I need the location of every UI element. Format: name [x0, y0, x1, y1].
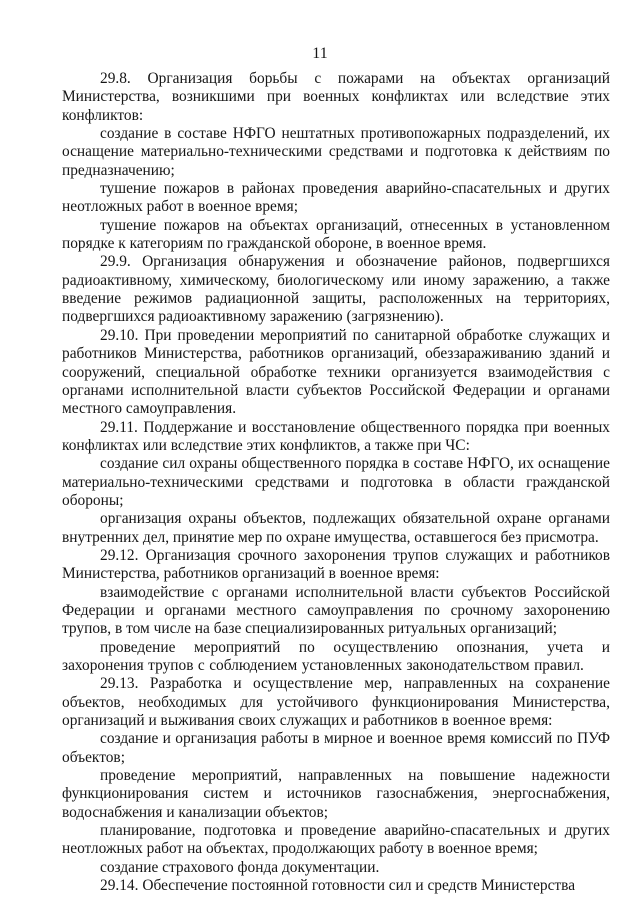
paragraph-commissions: создание и организация работы в мирное и военное время комиссий по ПУФ объектов;	[62, 730, 610, 766]
paragraph-insurance-fund: создание страхового фонда документации.	[100, 858, 380, 876]
paragraph-reliability: проведение мероприятий, направленных на повышение надежности функционирования систем и источников газоснабжения, энергоснабжения, водоснабжения и канализации объектов;	[62, 767, 610, 821]
paragraph-29-8: 29.8. Организация борьбы с пожарами на объектах организаций Министерства, возникшими при военных конфликтах или вследствие этих конфликтов:	[62, 70, 610, 124]
paragraph-burial-cooperation: взаимодействие с органами исполнительной власти субъектов Российской Федерации и органами местного самоуправления по срочному захоронению трупов, в том числе на базе специализированных ритуальных организаций;	[62, 583, 610, 638]
paragraph-fire-objects: тушение пожаров на объектах организаций, отнесенных в установленном порядке к категориям по гражданской обороне, в военное время.	[62, 216, 610, 253]
paragraph-fire-units: создание в составе НФГО нештатных противопожарных подразделений, их оснащение материально-техническими средствами и подготовка к действиям по предназначению;	[62, 125, 610, 179]
paragraph-29-10: 29.10. При проведении мероприятий по санитарной обработке служащих и работников Министерства, работников организаций, обеззараживанию зданий и сооружений, специальной обработке техники организуется взаимодействия с органами исполнительной власти субъектов Российской Федерации и органами местного самоуправления.	[62, 326, 610, 418]
document-body	[62, 70, 610, 895]
paragraph-29-9: 29.9. Организация обнаружения и обозначение районов, подвергшихся радиоактивному, химическому, биологическому или иному заражению, а также введение режимов радиационной защиты, расположенных на территориях, подвергшихся радиоактивному заражению (загрязнению).	[62, 253, 610, 326]
page-number: 11	[312, 45, 328, 62]
paragraph-29-13: 29.13. Разработка и осуществление мер, направленных на сохранение объектов, необходимых для устойчивого функционирования Министерства, организаций и выживания своих служащих и работников в военное время:	[62, 675, 610, 730]
paragraph-29-12: 29.12. Организация срочного захоронения трупов служащих и работников Министерства, работников организаций в военное время:	[62, 546, 610, 583]
paragraph-29-11: 29.11. Поддержание и восстановление общественного порядка при военных конфликтах или вследствие этих конфликтов, а также при ЧС:	[62, 418, 610, 454]
paragraph-29-14: 29.14. Обеспечение постоянной готовности сил и средств Министерства	[100, 877, 576, 895]
paragraph-object-guard: организация охраны объектов, подлежащих обязательной охране органами внутренних дел, принятие мер по охране имущества, оставшегося без присмотра.	[62, 510, 610, 546]
paragraph-emergency-work: планирование, подготовка и проведение аварийно-спасательных и других неотложных работ на объектах, продолжающих работу в военное время;	[62, 822, 610, 858]
paragraph-security-forces: создание сил охраны общественного порядка в составе НФГО, их оснащение материально-техническими средствами и подготовка в области гражданской обороны;	[62, 455, 610, 509]
paragraph-fire-rescue-areas: тушение пожаров в районах проведения аварийно-спасательных и других неотложных работ в военное время;	[62, 180, 610, 216]
paragraph-identification: проведение мероприятий по осуществлению опознания, учета и захоронения трупов с соблюдением установленных законодательством правил.	[62, 638, 610, 674]
